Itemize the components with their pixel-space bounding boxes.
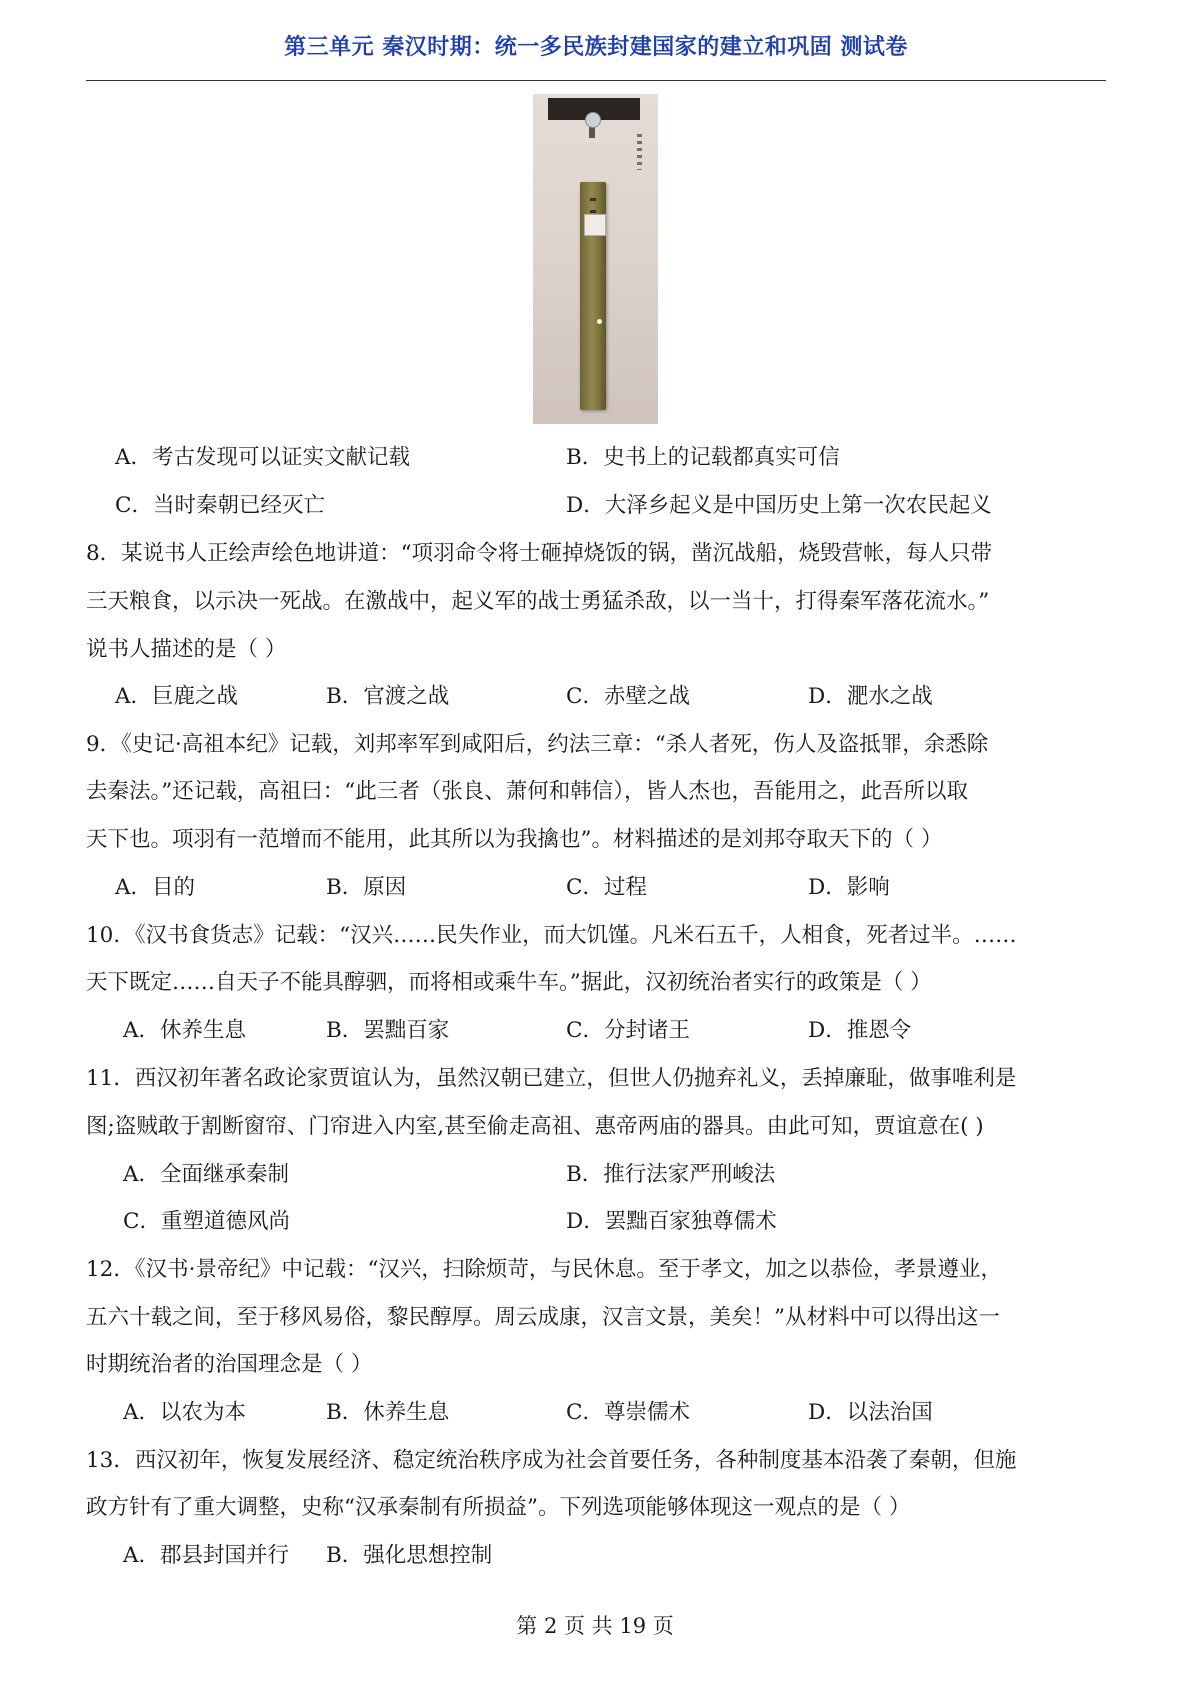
q9-stem-line: 天下也。项羽有一范增而不能用，此其所以为我擒也”。材料描述的是刘邦夺取天下的（ ） [86,827,943,852]
q10-stem-line: 天下既定……自天子不能具醇驷，而将相或乘牛车。”据此，汉初统治者实行的政策是（ ） [86,970,932,995]
q10-stem-line: 10．《汉书食货志》记载：“汉兴……民失作业，而大饥馑。凡米石五千，人相食，死者过半。…… [86,923,1017,948]
q7-option-d: D．大泽乡起义是中国历史上第一次农民起义 [566,493,992,518]
q13-option-b: B．强化思想控制 [326,1543,493,1568]
q8-option-a: A．巨鹿之战 [115,684,239,709]
exhibit-label [637,134,642,170]
q11-stem-line: 图;盗贼敢于割断窗帘、门帘进入内室,甚至偷走高祖、惠帝两庙的器具。由此可知，贾谊意在( ) [86,1114,984,1139]
q8-option-d: D．淝水之战 [808,684,933,709]
q9-stem-line: 去秦法。”还记载，高祖曰：“此三者（张良、萧何和韩信），皆人杰也，吾能用之，此吾所以取 [86,779,968,804]
q8-stem-line: 8．某说书人正绘声绘色地讲道：“项羽命令将士砸掉烧饭的锅，凿沉战船，烧毁营帐，每人只带 [86,541,993,566]
q7-option-a: A．考古发现可以证实文献记载 [115,445,411,470]
header-divider [86,80,1106,81]
q12-stem-line: 12．《汉书·景帝纪》中记载：“汉兴，扫除烦苛，与民休息。至于孝文，加之以恭俭，孝景遵业， [86,1257,1002,1282]
q9-option-d: D．影响 [808,875,890,900]
q9-stem-line: 9．《史记·高祖本纪》记载，刘邦率军到咸阳后，约法三章：“杀人者死，伤人及盗抵罪，余悉除 [86,732,989,757]
q10-option-c: C．分封诸王 [566,1018,690,1043]
q12-option-a: A．以农为本 [123,1400,247,1425]
q11-stem-line: 11．西汉初年著名政论家贾谊认为，虽然汉朝已建立，但世人仍抛弃礼义，丢掉廉耻，做事唯利是 [86,1066,1017,1091]
mount-knob [585,112,601,128]
q8-stem-line: 说书人描述的是（ ） [86,637,287,662]
q11-option-b: B．推行法家严刑峻法 [566,1162,776,1187]
q7-option-c: C．当时秦朝已经灭亡 [115,493,325,518]
q11-option-d: D．罢黜百家独尊儒术 [566,1209,777,1234]
bamboo-slip-photo [533,94,658,424]
page-header-title: 第三单元 秦汉时期：统一多民族封建国家的建立和巩固 测试卷 [284,35,908,60]
q10-option-b: B．罢黜百家 [326,1018,450,1043]
slip-clip [584,214,606,236]
q10-option-d: D．推恩令 [808,1018,912,1043]
q12-stem-line: 时期统治者的治国理念是（ ） [86,1352,373,1377]
q13-option-a: A．郡县封国并行 [123,1543,290,1568]
q13-stem-line: 政方针有了重大调整，史称“汉承秦制有所损益”。下列选项能够体现这一观点的是（ ） [86,1495,911,1520]
light-glare [597,319,602,324]
q7-option-b: B．史书上的记载都真实可信 [566,445,840,470]
q12-option-d: D．以法治国 [808,1400,933,1425]
q8-option-c: C．赤壁之战 [566,684,690,709]
q12-option-c: C．尊崇儒术 [566,1400,690,1425]
q13-stem-line: 13．西汉初年，恢复发展经济、稳定统治秩序成为社会首要任务，各种制度基本沿袭了秦朝，但施 [86,1448,1017,1473]
q9-option-c: C．过程 [566,875,647,900]
q8-stem-line: 三天粮食，以示决一死战。在激战中，起义军的战士勇猛杀敌，以一当十，打得秦军落花流水。” [86,589,990,614]
q11-option-a: A．全面继承秦制 [123,1162,290,1187]
q11-option-c: C．重塑道德风尚 [123,1209,290,1234]
q9-option-b: B．原因 [326,875,407,900]
page-number: 第 2 页 共 19 页 [516,1614,674,1638]
q8-option-b: B．官渡之战 [326,684,450,709]
q12-stem-line: 五六十载之间，至于移风易俗，黎民醇厚。周云成康，汉言文景，美矣！”从材料中可以得出这一 [86,1305,1000,1330]
q10-option-a: A．休养生息 [123,1018,247,1043]
q9-option-a: A．目的 [115,875,196,900]
q12-option-b: B．休养生息 [326,1400,450,1425]
